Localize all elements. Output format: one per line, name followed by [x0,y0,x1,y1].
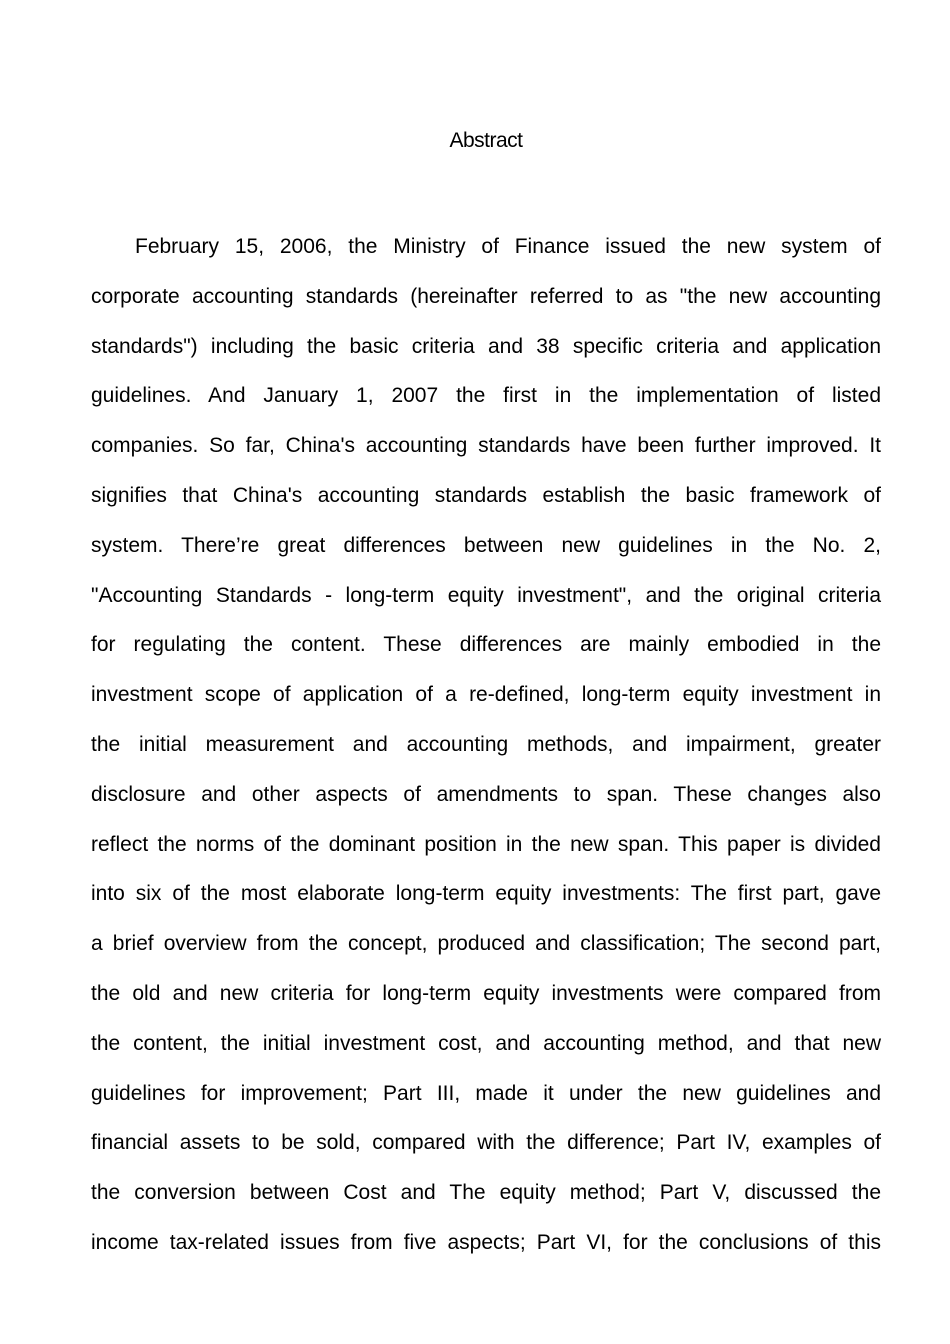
paragraph-line: the old and new criteria for long-term equity investments were compared from [91,981,881,1005]
paragraph-line: guidelines for improvement; Part III, made it under the new guidelines and [91,1081,881,1105]
paragraph-line: financial assets to be sold, compared with the difference; Part IV, examples of [91,1131,881,1155]
paragraph-line: reflect the norms of the dominant position in the new span. This paper is divided [91,832,881,856]
paragraph-line: for regulating the content. These differences are mainly embodied in the [91,633,881,657]
paragraph-line: the initial measurement and accounting methods, and impairment, greater [91,732,881,756]
paragraph-line: companies. So far, China's accounting standards have been further improved. It [91,434,881,458]
paragraph-line: income tax-related issues from five aspects; Part VI, for the conclusions of this [91,1230,881,1254]
paragraph-line: investment scope of application of a re-defined, long-term equity investment in [91,683,881,707]
paragraph-line: disclosure and other aspects of amendments to span. These changes also [91,782,881,806]
paragraph-line: signifies that China's accounting standards establish the basic framework of [91,483,881,507]
abstract-heading: Abstract [449,129,523,152]
paragraph-line: a brief overview from the concept, produced and classification; The second part, [91,932,881,956]
paragraph-line: standards") including the basic criteria and 38 specific criteria and application [91,334,881,358]
paragraph-line: the conversion between Cost and The equity method; Part V, discussed the [91,1181,881,1205]
abstract-paragraph [91,222,881,1268]
paragraph-line: February 15, 2006, the Ministry of Finance issued the new system of [135,235,881,258]
paragraph-line: guidelines. And January 1, 2007 the first in the implementation of listed [91,384,881,408]
paragraph-line: system. There’re great differences between new guidelines in the No. 2, [91,533,881,557]
paragraph-line: into six of the most elaborate long-term equity investments: The first part, gave [91,882,881,906]
paragraph-line: corporate accounting standards (hereinafter referred to as "the new accounting [91,284,881,308]
paragraph-line: the content, the initial investment cost, and accounting method, and that new [91,1031,881,1055]
paragraph-line: "Accounting Standards - long-term equity investment", and the original criteria [91,583,881,607]
